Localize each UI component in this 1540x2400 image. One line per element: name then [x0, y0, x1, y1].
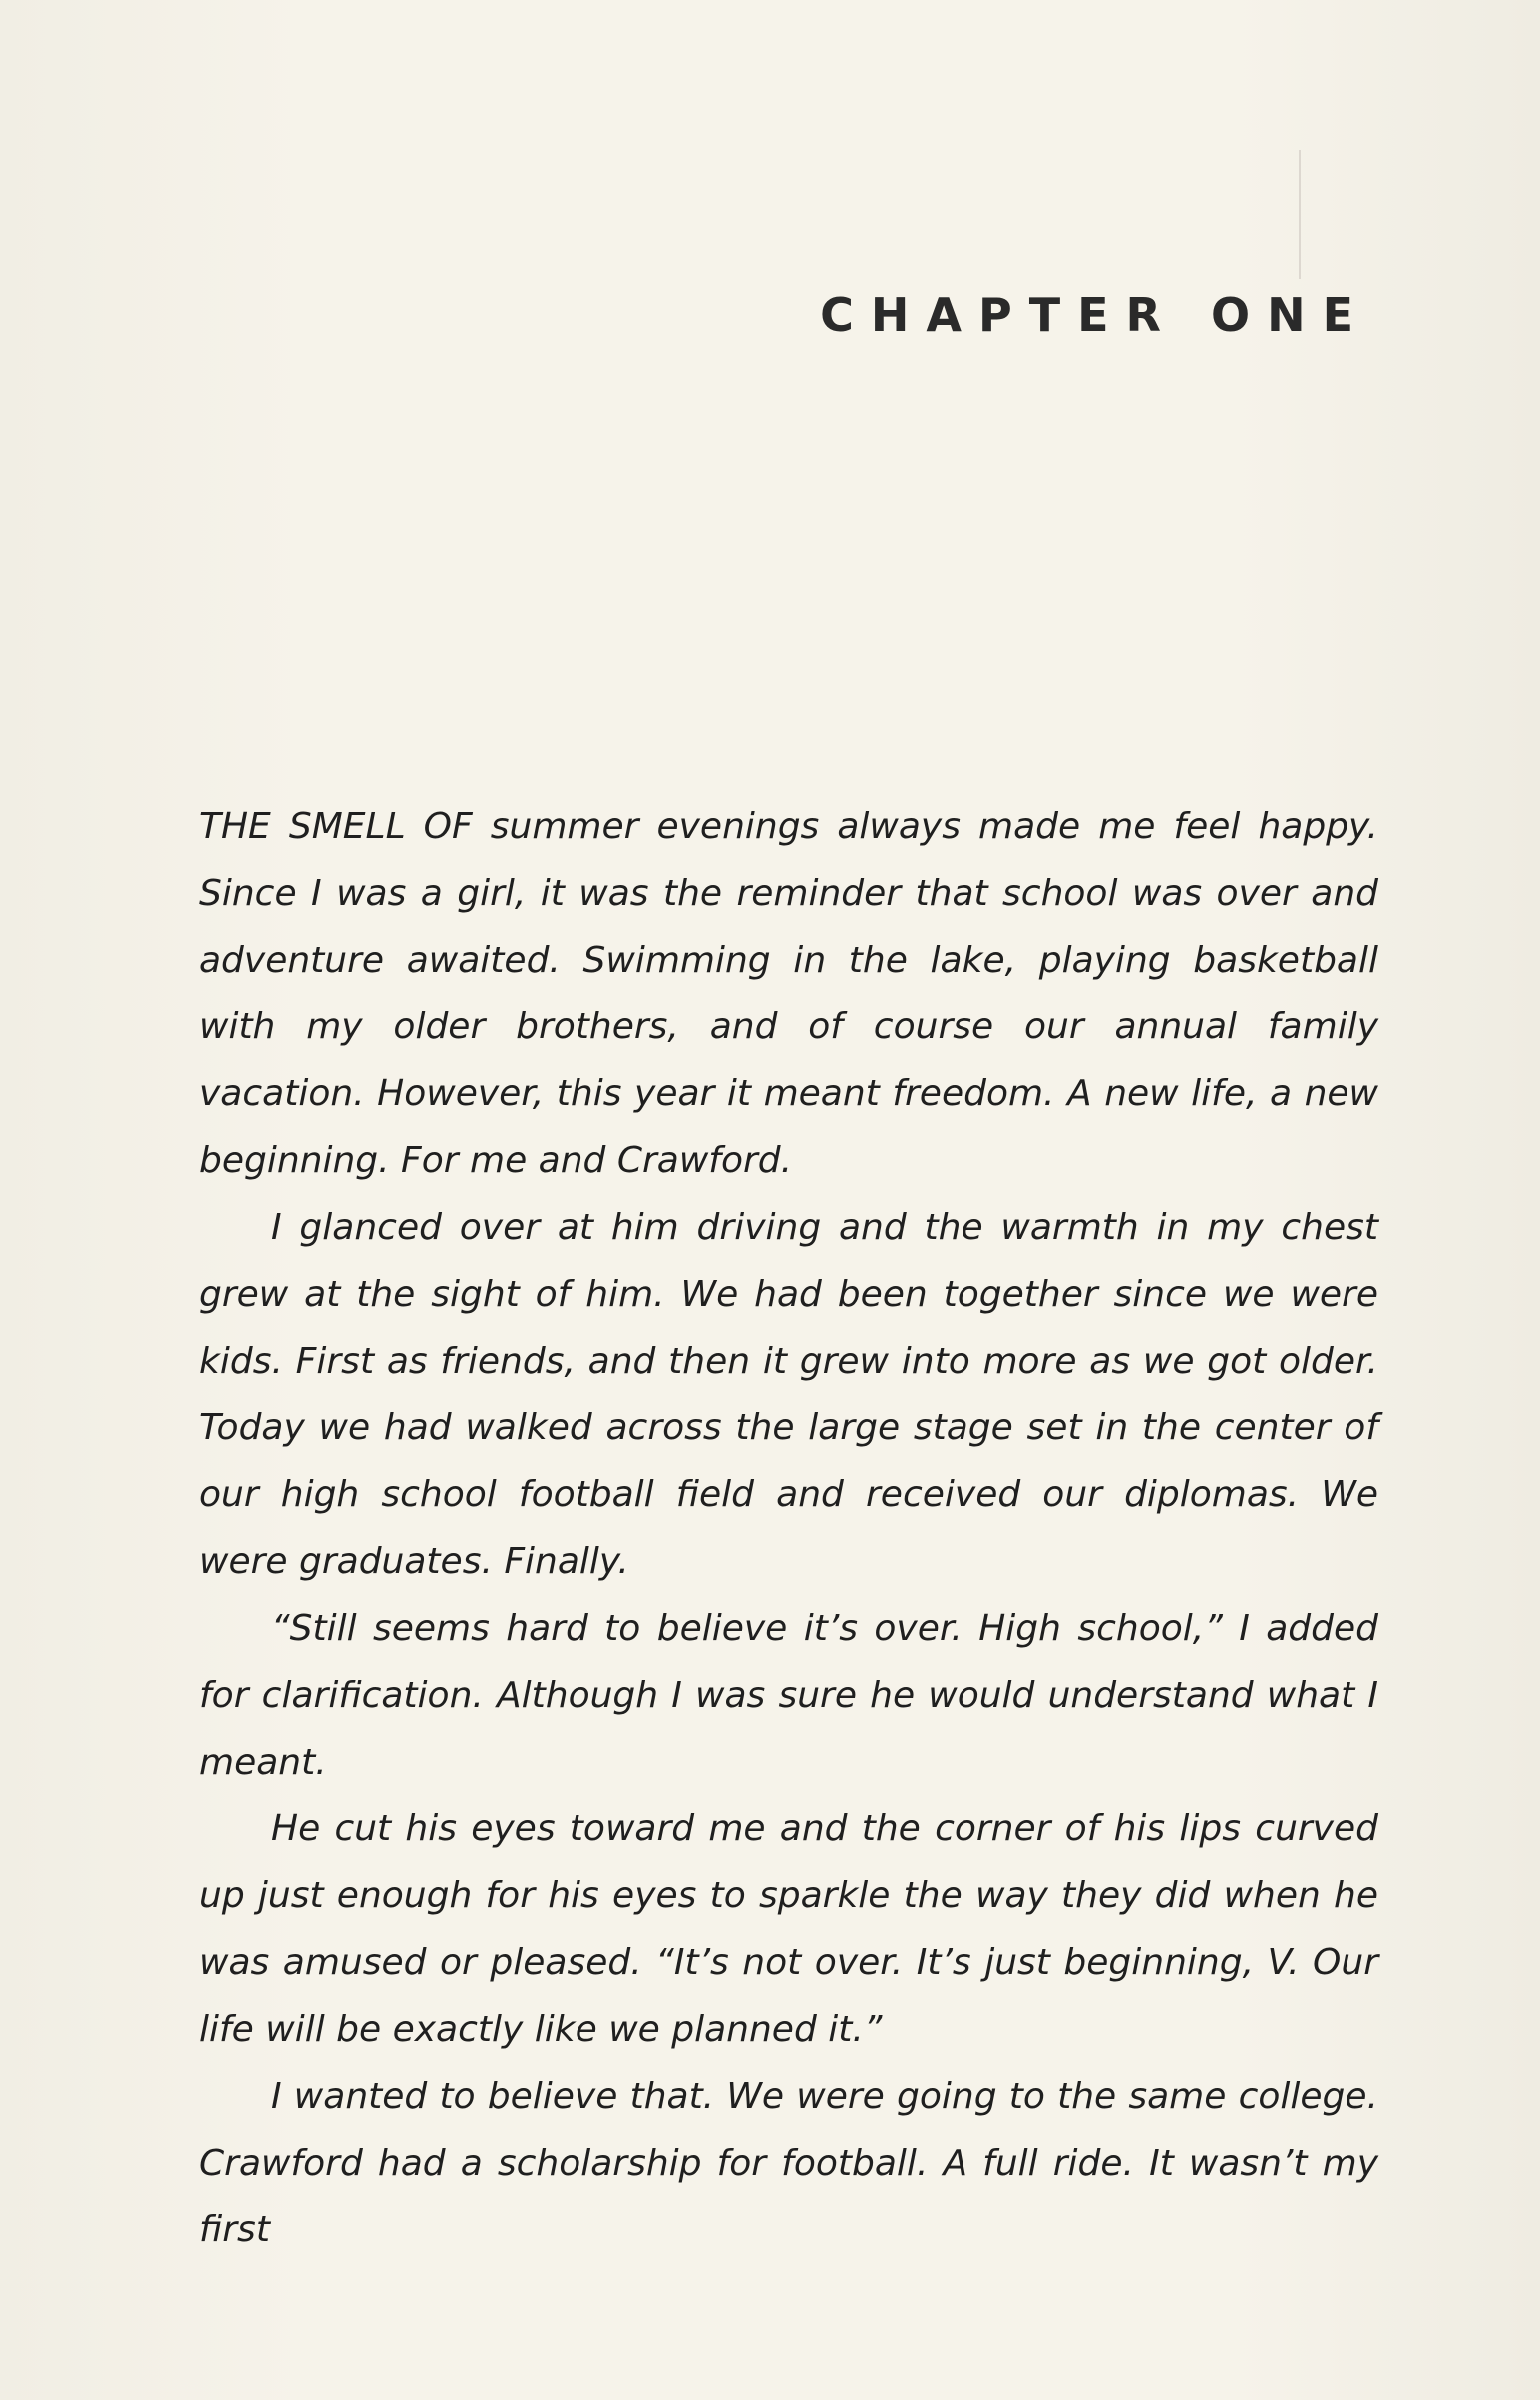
paragraph-4: He cut his eyes toward me and the corner of his lips curved up just enough for his eyes to sparkle the way they did when he was amused or pleased. “It’s not over. It’s just beginning, V. Our life will be exactly like we planned it.”	[199, 1808, 1378, 2050]
page-crease	[1299, 150, 1301, 279]
paragraph-1	[199, 793, 1378, 1194]
chapter-heading: CHAPTER ONE	[820, 287, 1370, 342]
paragraph-3: “Still seems hard to believe it’s over. High school,” I added for clarification. Although I was sure he would understand what I meant.	[199, 1608, 1378, 1783]
paragraph-2: I glanced over at him driving and the warmth in my chest grew at the sight of him. We had been together since we were kids. First as friends, and then it grew into more as we got older. Today we had walked across the large stage set in the center of our high school football field and received our diplomas. We were graduates. Finally.	[199, 1207, 1378, 1582]
paragraph-1-text: summer evenings always made me feel happy. Since I was a girl, it was the reminder that school was over and adventure awaited. Swimming in the lake, playing basketball with my older brothers, and of course our annual family vacation. However, this year it meant freedom. A new life, a new beginning. For me and Crawford.	[199, 806, 1378, 1181]
chapter-body	[199, 793, 1378, 2263]
paragraph-5: I wanted to believe that. We were going to the same college. Crawford had a scholarship for football. A full ride. It wasn’t my first	[199, 2076, 1378, 2250]
paragraph-lead-in: THE SMELL OF	[199, 806, 473, 847]
